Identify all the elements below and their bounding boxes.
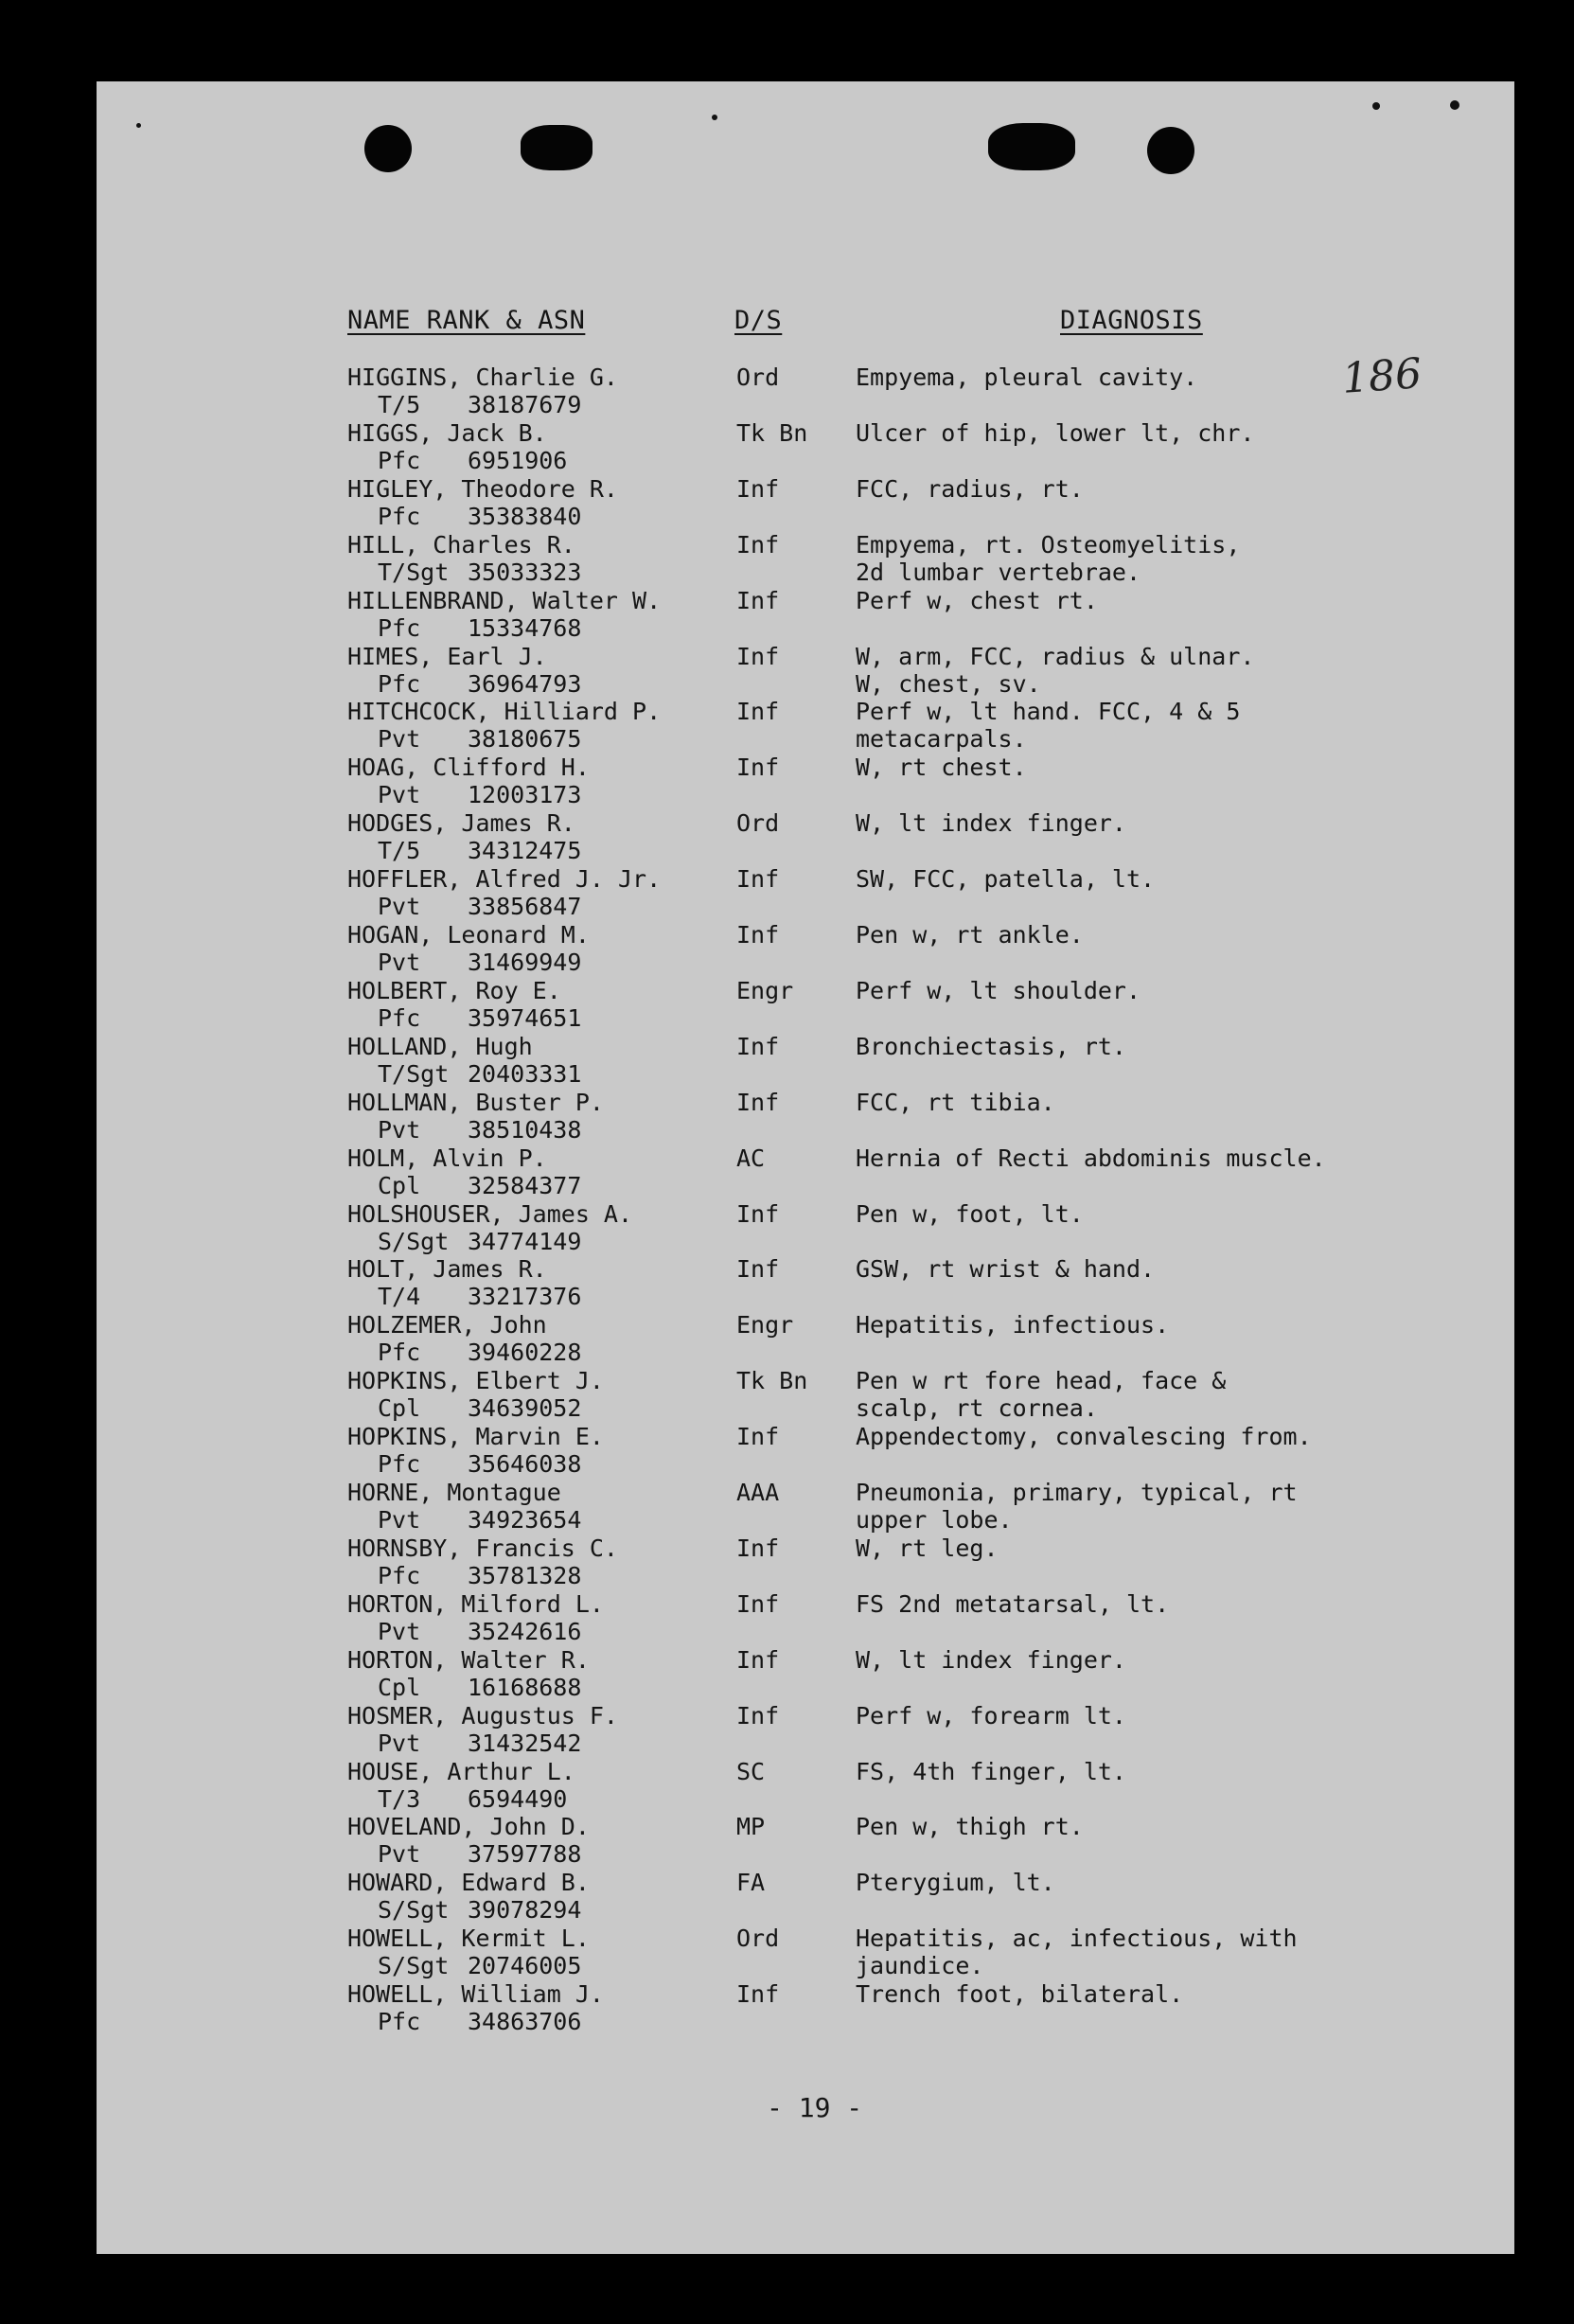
asn-cell: 20403331 [468, 1059, 582, 1088]
rank-cell: Pfc [378, 1003, 421, 1032]
rank-cell: Pvt [378, 725, 421, 754]
asn-cell: 38510438 [468, 1115, 582, 1144]
rank-cell: Cpl [378, 1394, 421, 1423]
name-cell: HITCHCOCK, Hilliard P. [347, 698, 662, 726]
ds-cell: Inf [736, 530, 780, 559]
ds-cell: MP [736, 1813, 766, 1841]
ds-cell: FA [736, 1869, 766, 1897]
rank-cell: Pfc [378, 1561, 421, 1589]
diagnosis-cell: Empyema, pleural cavity. [856, 364, 1198, 391]
asn-cell: 36964793 [468, 669, 582, 698]
diagnosis-cell: SW, FCC, patella, lt. [856, 865, 1156, 894]
name-cell: HOAG, Clifford H. [347, 754, 590, 782]
ds-cell: Tk Bn [736, 1367, 808, 1395]
asn-cell: 35242616 [468, 1617, 582, 1645]
ds-cell: Inf [736, 1199, 780, 1228]
page-number: - 19 - [767, 2092, 863, 2123]
asn-cell: 34639052 [468, 1394, 582, 1423]
name-cell: HOWARD, Edward B. [347, 1869, 590, 1897]
speck [1450, 100, 1459, 110]
asn-cell: 34774149 [468, 1227, 582, 1255]
name-cell: HOGAN, Leonard M. [347, 921, 590, 949]
diagnosis-cell: Perf w, lt hand. FCC, 4 & 5 [856, 698, 1241, 726]
rank-cell: Pfc [378, 2008, 421, 2036]
table-row [97, 1479, 1514, 1535]
diagnosis-cell: Trench foot, bilateral. [856, 1980, 1184, 2009]
ds-cell: SC [736, 1757, 766, 1785]
rank-cell: Pvt [378, 781, 421, 809]
asn-cell: 32584377 [468, 1171, 582, 1199]
table-row [97, 1033, 1514, 1089]
name-cell: HOLLMAN, Buster P. [347, 1088, 604, 1116]
diagnosis-cell: W, lt index finger. [856, 809, 1126, 838]
ds-cell: Inf [736, 754, 780, 782]
asn-cell: 38180675 [468, 725, 582, 754]
asn-cell: 20746005 [468, 1952, 582, 1980]
diagnosis-cell: W, arm, FCC, radius & ulnar. [856, 642, 1255, 670]
table-row [97, 419, 1514, 475]
diagnosis-continuation: W, chest, sv. [856, 669, 1041, 698]
name-cell: HORTON, Walter R. [347, 1645, 590, 1674]
diagnosis-cell: Pterygium, lt. [856, 1869, 1055, 1897]
diagnosis-cell: Bronchiectasis, rt. [856, 1032, 1126, 1060]
table-row [97, 475, 1514, 531]
ds-cell: Inf [736, 1032, 780, 1060]
rank-cell: S/Sgt [378, 1227, 450, 1255]
ds-cell: Inf [736, 1589, 780, 1618]
name-cell: HOPKINS, Elbert J. [347, 1367, 604, 1395]
table-row [97, 1813, 1514, 1869]
diagnosis-cell: Perf w, chest rt. [856, 586, 1098, 614]
diagnosis-cell: FCC, radius, rt. [856, 474, 1084, 503]
diagnosis-cell: Pneumonia, primary, typical, rt [856, 1479, 1298, 1506]
rank-cell: Pvt [378, 1506, 421, 1534]
name-cell: HORNSBY, Francis C. [347, 1534, 618, 1562]
rank-cell: T/Sgt [378, 1059, 450, 1088]
asn-cell: 35646038 [468, 1450, 582, 1479]
asn-cell: 39460228 [468, 1339, 582, 1367]
diagnosis-cell: Hepatitis, ac, infectious, with [856, 1925, 1298, 1953]
ds-cell: Inf [736, 1423, 780, 1451]
table-row [97, 977, 1514, 1033]
diagnosis-cell: W, rt chest. [856, 754, 1027, 782]
rank-cell: Pfc [378, 1339, 421, 1367]
diagnosis-cell: W, lt index finger. [856, 1645, 1126, 1674]
asn-cell: 39078294 [468, 1896, 582, 1925]
asn-cell: 35033323 [468, 558, 582, 586]
asn-cell: 31469949 [468, 949, 582, 976]
name-cell: HIGGS, Jack B. [347, 418, 547, 447]
name-cell: HOFFLER, Alfred J. Jr. [347, 865, 662, 894]
column-header-ds: D/S [734, 306, 783, 335]
punch-hole [521, 125, 592, 170]
asn-cell: 34923654 [468, 1506, 582, 1534]
diagnosis-continuation: jaundice. [856, 1952, 984, 1980]
asn-cell: 31432542 [468, 1729, 582, 1757]
asn-cell: 35974651 [468, 1003, 582, 1032]
name-cell: HOLM, Alvin P. [347, 1144, 547, 1172]
diagnosis-cell: Perf w, lt shoulder. [856, 976, 1141, 1004]
table-row [97, 1423, 1514, 1479]
diagnosis-continuation: upper lobe. [856, 1506, 1013, 1534]
diagnosis-continuation: 2d lumbar vertebrae. [856, 558, 1141, 586]
rank-cell: T/Sgt [378, 558, 450, 586]
punch-hole [988, 123, 1075, 170]
diagnosis-cell: Pen w, thigh rt. [856, 1813, 1084, 1841]
asn-cell: 16168688 [468, 1673, 582, 1701]
name-cell: HOLLAND, Hugh [347, 1032, 533, 1060]
name-cell: HILL, Charles R. [347, 530, 575, 559]
rank-cell: Pfc [378, 502, 421, 530]
diagnosis-continuation: metacarpals. [856, 725, 1027, 754]
name-cell: HOLZEMER, John [347, 1311, 547, 1339]
table-row [97, 1869, 1514, 1925]
table-row [97, 1311, 1514, 1367]
asn-cell: 34863706 [468, 2008, 582, 2036]
name-cell: HODGES, James R. [347, 809, 575, 838]
table-row [97, 1535, 1514, 1590]
table-row [97, 865, 1514, 921]
ds-cell: Inf [736, 642, 780, 670]
diagnosis-continuation: scalp, rt cornea. [856, 1394, 1098, 1423]
table-row [97, 1925, 1514, 1980]
ds-cell: Inf [736, 865, 780, 894]
diagnosis-cell: W, rt leg. [856, 1534, 999, 1562]
rank-cell: Pfc [378, 613, 421, 642]
ds-cell: Ord [736, 809, 780, 838]
rank-cell: Pvt [378, 949, 421, 976]
ds-cell: Inf [736, 1534, 780, 1562]
name-cell: HOWELL, Kermit L. [347, 1925, 590, 1953]
asn-cell: 33856847 [468, 893, 582, 921]
name-cell: HOLBERT, Roy E. [347, 976, 561, 1004]
punch-hole [364, 125, 412, 172]
name-cell: HOUSE, Arthur L. [347, 1757, 575, 1785]
rank-cell: Pvt [378, 893, 421, 921]
name-cell: HOPKINS, Marvin E. [347, 1423, 604, 1451]
table-row [97, 1200, 1514, 1256]
speck [1372, 102, 1380, 110]
diagnosis-cell: FS 2nd metatarsal, lt. [856, 1589, 1170, 1618]
document-page [97, 81, 1514, 2254]
table-row [97, 1646, 1514, 1702]
diagnosis-cell: Appendectomy, convalescing from. [856, 1423, 1312, 1451]
table-row [97, 1367, 1514, 1423]
name-cell: HILLENBRAND, Walter W. [347, 586, 662, 614]
rank-cell: T/3 [378, 1784, 421, 1813]
table-row [97, 364, 1514, 419]
diagnosis-cell: Empyema, rt. Osteomyelitis, [856, 530, 1241, 559]
rank-cell: T/5 [378, 391, 421, 418]
name-cell: HOLSHOUSER, James A. [347, 1199, 633, 1228]
asn-cell: 6594490 [468, 1784, 568, 1813]
ds-cell: Inf [736, 474, 780, 503]
rank-cell: T/5 [378, 837, 421, 865]
column-header-diagnosis: DIAGNOSIS [1060, 306, 1203, 335]
rank-cell: T/4 [378, 1283, 421, 1311]
ds-cell: Engr [736, 1311, 794, 1339]
ds-cell: Engr [736, 976, 794, 1004]
diagnosis-cell: Pen w, rt ankle. [856, 921, 1084, 949]
ds-cell: Ord [736, 364, 780, 391]
asn-cell: 37597788 [468, 1840, 582, 1869]
rank-cell: Pvt [378, 1115, 421, 1144]
name-cell: HORNE, Montague [347, 1479, 561, 1506]
punch-hole [1147, 127, 1194, 174]
ds-cell: Inf [736, 698, 780, 726]
table-row [97, 1702, 1514, 1758]
name-cell: HOVELAND, John D. [347, 1813, 590, 1841]
asn-cell: 35781328 [468, 1561, 582, 1589]
asn-cell: 12003173 [468, 781, 582, 809]
ds-cell: AC [736, 1144, 766, 1172]
ds-cell: Inf [736, 1980, 780, 2009]
diagnosis-cell: Pen w rt fore head, face & [856, 1367, 1227, 1395]
asn-cell: 33217376 [468, 1283, 582, 1311]
asn-cell: 34312475 [468, 837, 582, 865]
ds-cell: Inf [736, 1701, 780, 1730]
table-row [97, 1758, 1514, 1814]
table-row [97, 1590, 1514, 1646]
ds-cell: AAA [736, 1479, 780, 1506]
table-row [97, 587, 1514, 643]
speck [136, 123, 141, 128]
rank-cell: Pvt [378, 1617, 421, 1645]
ds-cell: Inf [736, 586, 780, 614]
rank-cell: S/Sgt [378, 1952, 450, 1980]
table-row [97, 643, 1514, 699]
table-row [97, 921, 1514, 977]
rank-cell: Pfc [378, 446, 421, 474]
ds-cell: Inf [736, 1645, 780, 1674]
sheet-number: 186 [1340, 349, 1424, 403]
rank-cell: Pfc [378, 1450, 421, 1479]
name-cell: HOLT, James R. [347, 1255, 547, 1284]
ds-cell: Inf [736, 1255, 780, 1284]
rank-cell: Cpl [378, 1171, 421, 1199]
rank-cell: Pvt [378, 1729, 421, 1757]
ds-cell: Ord [736, 1925, 780, 1953]
diagnosis-cell: Hernia of Recti abdominis muscle. [856, 1144, 1326, 1172]
ds-cell: Inf [736, 1088, 780, 1116]
asn-cell: 6951906 [468, 446, 568, 474]
rank-cell: Pfc [378, 669, 421, 698]
table-row [97, 1089, 1514, 1144]
ds-cell: Inf [736, 921, 780, 949]
table-row [97, 809, 1514, 865]
name-cell: HORTON, Milford L. [347, 1589, 604, 1618]
diagnosis-cell: Pen w, foot, lt. [856, 1199, 1084, 1228]
diagnosis-cell: Hepatitis, infectious. [856, 1311, 1170, 1339]
rank-cell: S/Sgt [378, 1896, 450, 1925]
name-cell: HOSMER, Augustus F. [347, 1701, 618, 1730]
column-header-name: NAME RANK & ASN [347, 306, 586, 335]
table-row [97, 1980, 1514, 2036]
table-row [97, 531, 1514, 587]
table-row [97, 1255, 1514, 1311]
table-row [97, 754, 1514, 809]
ds-cell: Tk Bn [736, 418, 808, 447]
table-row [97, 698, 1514, 754]
table-row [97, 1144, 1514, 1200]
asn-cell: 35383840 [468, 502, 582, 530]
diagnosis-cell: FCC, rt tibia. [856, 1088, 1055, 1116]
diagnosis-cell: GSW, rt wrist & hand. [856, 1255, 1156, 1284]
name-cell: HIGGINS, Charlie G. [347, 364, 618, 391]
asn-cell: 38187679 [468, 391, 582, 418]
rank-cell: Pvt [378, 1840, 421, 1869]
diagnosis-cell: Ulcer of hip, lower lt, chr. [856, 418, 1255, 447]
rank-cell: Cpl [378, 1673, 421, 1701]
diagnosis-cell: Perf w, forearm lt. [856, 1701, 1126, 1730]
name-cell: HIMES, Earl J. [347, 642, 547, 670]
name-cell: HOWELL, William J. [347, 1980, 604, 2009]
name-cell: HIGLEY, Theodore R. [347, 474, 618, 503]
speck [712, 115, 717, 120]
diagnosis-cell: FS, 4th finger, lt. [856, 1757, 1126, 1785]
asn-cell: 15334768 [468, 613, 582, 642]
